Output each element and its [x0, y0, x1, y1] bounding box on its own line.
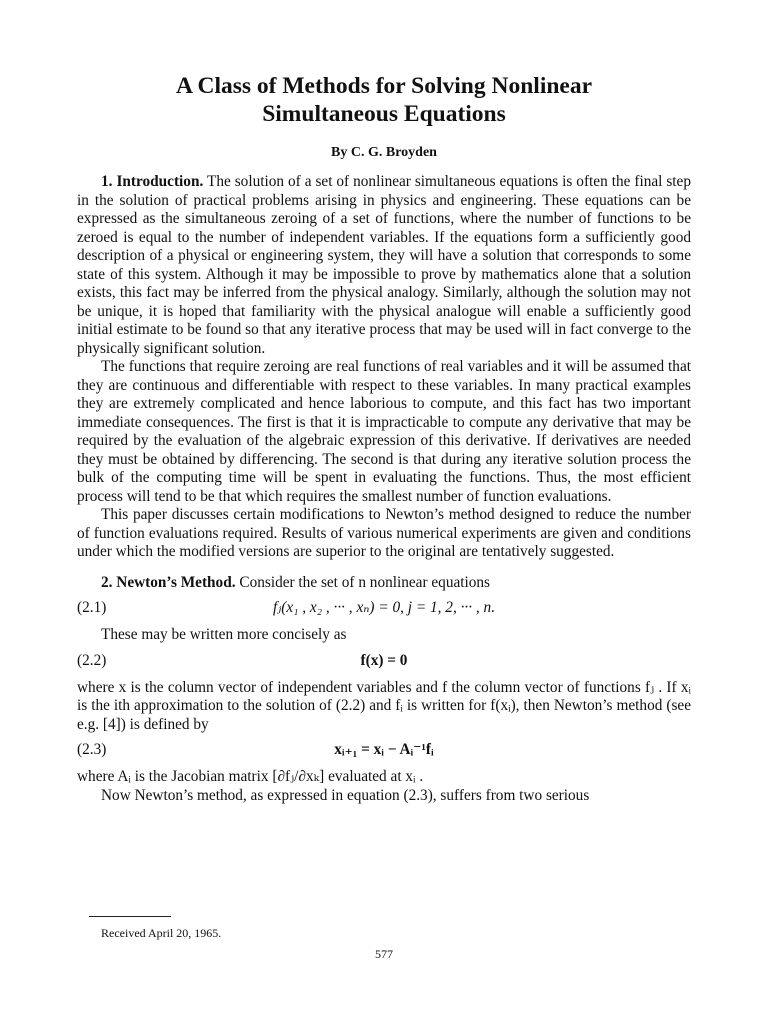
intro-paragraph-2: The functions that require zeroing are real functions of real variables and it will be assumed that they are continuous and differentiable with respect to these variables. In many practical examples they are extremely complicated and hence laborious to compute, and this fact has two important immediate consequences. The first is that it is impracticable to compute any derivative that may be required by the evaluation of the algebraic expression of this derivative. If derivatives are needed they must be obtained by differencing. The second is that during any iterative solution process the bulk of the computing time will be spent in evaluating the functions. Thus, the most efficient process will tend to be that which requires the smallest number of function evaluations. [77, 358, 691, 505]
now-paragraph: Now Newton’s method, as expressed in equation (2.3), suffers from two serious [101, 786, 590, 804]
equation-2-3 [77, 741, 691, 760]
equation-expression: fⱼ(x₁ , x₂ , ··· , xₙ) = 0, j = 1, 2, ··· , n. [272, 599, 496, 616]
equation-number: (2.2) [77, 651, 107, 669]
page-number: 577 [375, 947, 393, 961]
title-line-1: A Class of Methods for Solving Nonlinear [175, 73, 593, 99]
received-footnote: Received April 20, 1965. [101, 926, 222, 940]
section-2-heading: 2. Newton’s Method. [101, 573, 236, 591]
jacobian-paragraph: where Aᵢ is the Jacobian matrix [∂fⱼ/∂xₖ] evaluated at xᵢ . [77, 768, 424, 785]
section-1-heading: 1. Introduction. [101, 173, 204, 190]
intro-p1-text: The solution of a set of nonlinear simultaneous equations is often the final step in the solution of practical problems arising in physics and engineering. These equations can be expressed as the simultaneous zeroing of a set of functions, where the number of functions to be zeroed is equal to the number of independent variables. If the equations form a sufficiently good description of a physical or engineering system, they will have a solution that corresponds to some state of this system. Although it may be impossible to prove by mathematics alone that a solution exists, this fact may be inferred from the physical analogy. Similarly, although the solution may not be unique, it is hoped that familiarity with the physical analogue will enable a sufficiently good initial estimate to be found so that any iterative process that may be used will in fact converge to the physically significant solution. [77, 173, 691, 357]
equation-number: (2.1) [77, 599, 107, 616]
equation-expression: xᵢ₊₁ = xᵢ − Aᵢ⁻¹fᵢ [334, 741, 434, 758]
section-gap [77, 562, 691, 574]
equation-2-2 [77, 652, 691, 671]
newton-intro-text: Consider the set of n nonlinear equations [235, 573, 491, 591]
author-line: By C. G. Broyden [331, 145, 437, 160]
equation-expression: f(x) = 0 [360, 651, 408, 669]
paper-title [77, 72, 691, 128]
footnote-rule [89, 916, 171, 917]
intro-paragraph-3: This paper discusses certain modifications to Newton’s method designed to reduce the number of function evaluations required. Results of various numerical experiments are given and conditions under which the modified versions are superior to the original are tentatively suggested. [77, 506, 691, 560]
paper-body [77, 173, 691, 805]
title-line-2: Simultaneous Equations [262, 101, 506, 127]
intro-paragraph-1 [77, 173, 691, 358]
newton-intro-paragraph [77, 574, 691, 593]
equation-2-1 [77, 599, 691, 618]
concise-paragraph: These may be written more concisely as [101, 626, 347, 643]
equation-number: (2.3) [77, 741, 107, 758]
where-paragraph: where x is the column vector of independent variables and f the column vector of functions fⱼ . If xᵢ is the ith approximation to the solution of (2.2) and fᵢ is written for f(xᵢ), then Newton’s method (see e.g. [4]) is defined by [77, 678, 691, 733]
